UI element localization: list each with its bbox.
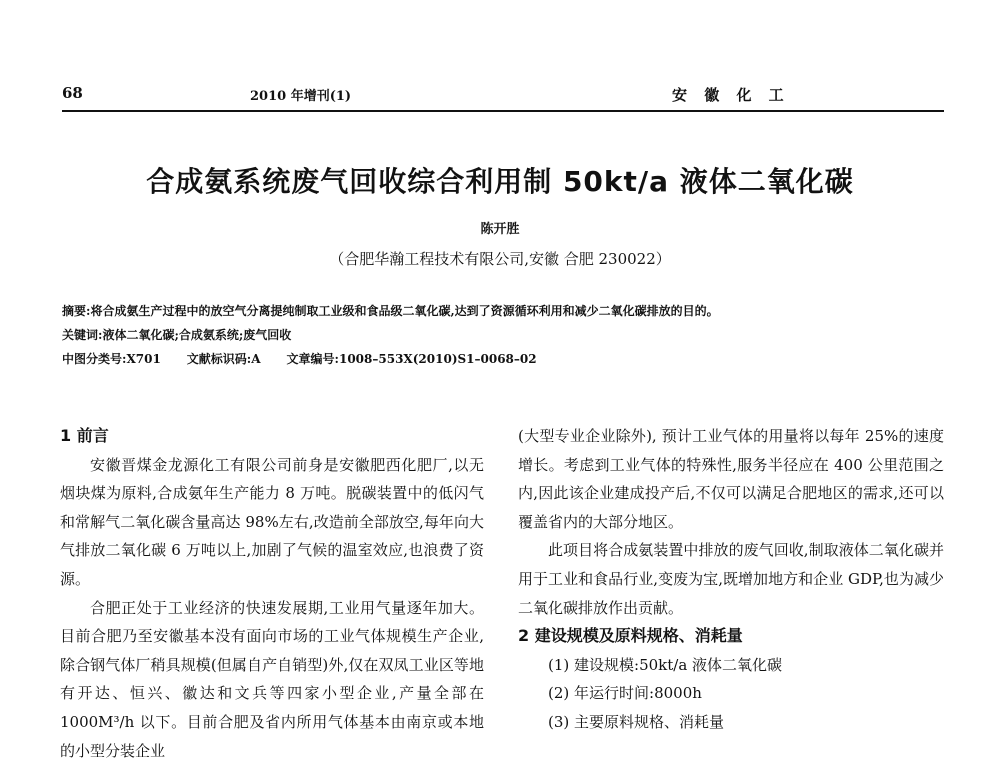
doc-code-value: A [251, 352, 261, 366]
class-value: X701 [126, 352, 161, 366]
article-no-label: 文章编号: [286, 352, 339, 366]
keywords [62, 326, 942, 343]
abstract-text: 将合成氨生产过程中的放空气分离提纯制取工业级和食品级二氧化碳,达到了资源循环利用和减少二氧化碳排放的目的。 [90, 304, 719, 318]
list-item: (3) 主要原料规格、消耗量 [548, 712, 725, 731]
header-rule [62, 110, 944, 112]
class-label: 中图分类号: [62, 352, 127, 366]
section-heading-intro: 1 前言 [60, 426, 109, 445]
article-title: 合成氨系统废气回收综合利用制 50kt/a 液体二氧化碳 [146, 165, 854, 198]
right-column [518, 422, 944, 737]
list-item: (2) 年运行时间:8000h [548, 684, 702, 703]
paragraph: 安徽晋煤金龙源化工有限公司前身是安徽肥西化肥厂,以无烟块煤为原料,合成氨年生产能力 8 万吨。脱碳装置中的低闪气和常解气二氧化碳含量高达 98%左右,改造前全部放空,每年向大气排放二氧化碳 6 万吨以上,加剧了气候的温室效应,也浪费了资源。 [60, 455, 484, 588]
doc-code-label: 文献标识码: [186, 352, 252, 366]
abstract-label: 摘要: [62, 304, 91, 318]
classification-line [62, 350, 942, 367]
running-header [62, 84, 944, 114]
abstract [62, 302, 942, 319]
author-name: 陈开胜 [480, 222, 520, 237]
left-column [60, 422, 484, 760]
list-item: (1) 建设规模:50kt/a 液体二氧化碳 [548, 655, 783, 674]
journal-name: 安 徽 化 工 [672, 86, 790, 104]
paragraph: (大型专业企业除外), 预计工业气体的用量将以每年 25%的速度增长。考虑到工业气体的特殊性,服务半径应在 400 公里范围之内,因此该企业建成投产后,不仅可以满足合肥地区的需求,还可以覆盖省内的大部分地区。 [518, 427, 944, 531]
paragraph: 此项目将合成氨装置中排放的废气回收,制取液体二氧化碳并用于工业和食品行业,变废为宝,既增加地方和企业 GDP,也为减少二氧化碳排放作出贡献。 [518, 541, 944, 617]
keywords-label: 关键词: [62, 328, 103, 342]
section-heading-scale: 2 建设规模及原料规格、消耗量 [518, 626, 743, 646]
issue-label: 2010 年增刊(1) [250, 89, 352, 104]
paragraph: 合肥正处于工业经济的快速发展期,工业用气量逐年加大。目前合肥乃至安徽基本没有面向市场的工业气体规模生产企业,除合钢气体厂稍具规模(但属自产自销型)外,仅在双凤工业区等地有开达、恒兴、徽达和文兵等四家小型企业,产量全部在 1000M³/h 以下。目前合肥及省内所用气体基本由南京或本地的小型分装企业 [60, 598, 484, 760]
author-affiliation: （合肥华瀚工程技术有限公司,安徽 合肥 230022） [329, 250, 671, 268]
keywords-text: 液体二氧化碳;合成氨系统;废气回收 [102, 328, 292, 342]
article-no-value: 1008–553X(2010)S1–0068–02 [338, 352, 537, 366]
page-number: 68 [62, 84, 83, 102]
